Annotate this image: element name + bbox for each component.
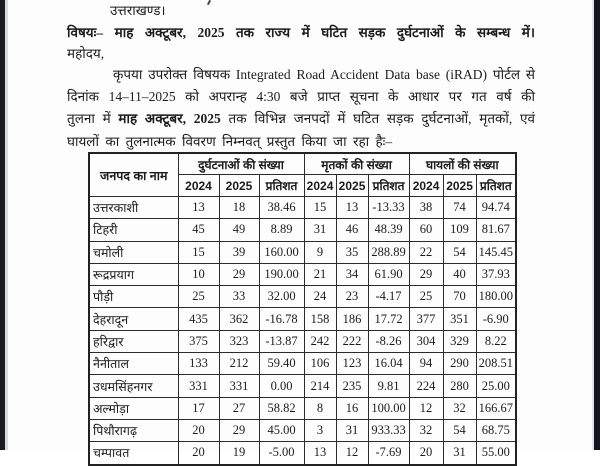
value-cell: 68.75 [476, 419, 516, 441]
value-cell: -8.26 [368, 330, 409, 352]
value-cell: 45.00 [259, 419, 304, 441]
header-accidents-group: दुर्घटनाओं की संख्या [178, 153, 304, 175]
value-cell: 60 [409, 219, 443, 241]
value-cell: 133 [178, 353, 219, 375]
value-cell: 59.40 [259, 353, 304, 375]
value-cell: 45 [178, 219, 219, 241]
value-cell: 27 [219, 397, 259, 419]
header-district-name: जनपद का नाम [89, 153, 178, 197]
table-row [89, 286, 516, 308]
district-name-cell: उधमसिंहनगर [89, 375, 178, 397]
value-cell: 160.00 [259, 241, 304, 263]
district-name-cell: रूद्रप्रयाग [89, 263, 178, 285]
value-cell: 109 [443, 219, 476, 241]
value-cell: 40 [443, 263, 476, 285]
value-cell: 37.93 [476, 263, 516, 285]
value-cell: 9.81 [368, 375, 409, 397]
value-cell: 19 [219, 442, 259, 465]
table-row [89, 241, 516, 263]
value-cell: 17.72 [368, 308, 409, 330]
value-cell: 20 [178, 419, 219, 441]
value-cell: 49 [219, 219, 259, 241]
value-cell: 158 [304, 308, 336, 330]
header-deaths-2024: 2024 [304, 175, 336, 197]
value-cell: 35 [336, 241, 368, 263]
value-cell: 9 [304, 241, 336, 263]
subject-line: विषयः– माह अक्टूबर, 2025 तक राज्य में घटित सड़क दुर्घटनाओं के सम्बन्ध में। [67, 25, 535, 40]
value-cell: 15 [178, 241, 219, 263]
scan-edge-right [594, 0, 600, 450]
value-cell: 166.67 [476, 397, 516, 419]
table-row [89, 353, 516, 375]
header-injured-percent: प्रतिशत [476, 175, 516, 197]
value-cell: 55.00 [476, 442, 516, 465]
value-cell: 329 [443, 330, 476, 352]
value-cell: 94 [409, 353, 443, 375]
value-cell: 435 [178, 308, 219, 330]
value-cell: 8 [304, 397, 336, 419]
district-name-cell: उत्तरकाशी [89, 197, 178, 219]
header-deaths-2025: 2025 [336, 175, 368, 197]
value-cell: 123 [336, 353, 368, 375]
table-row [89, 419, 516, 441]
value-cell: 13 [178, 197, 219, 219]
value-cell: 16 [336, 397, 368, 419]
table-row [89, 397, 516, 419]
value-cell: 323 [219, 330, 259, 352]
value-cell: 12 [409, 397, 443, 419]
value-cell: 25.00 [476, 375, 516, 397]
value-cell: 13 [304, 442, 336, 465]
value-cell: 8.89 [259, 219, 304, 241]
value-cell: 362 [219, 308, 259, 330]
value-cell: 24 [304, 286, 336, 308]
value-cell: 81.67 [476, 219, 516, 241]
value-cell: 74 [443, 197, 476, 219]
value-cell: 34 [336, 263, 368, 285]
value-cell: -16.78 [259, 308, 304, 330]
header-injured-2024: 2024 [409, 175, 443, 197]
body-line-3-post: तक विभिन्न जनपदों में घटित सड़क दुर्घटनाओं, मृतकों, एवं [220, 111, 535, 126]
value-cell: 290 [443, 353, 476, 375]
value-cell: 32.00 [259, 286, 304, 308]
value-cell: 25 [409, 286, 443, 308]
value-cell: 29 [219, 263, 259, 285]
value-cell: 29 [219, 419, 259, 441]
value-cell: 31 [304, 219, 336, 241]
value-cell: 46 [336, 219, 368, 241]
value-cell: 222 [336, 330, 368, 352]
value-cell: 242 [304, 330, 336, 352]
value-cell: 38 [409, 197, 443, 219]
value-cell: 288.89 [368, 241, 409, 263]
value-cell: 22 [409, 241, 443, 263]
header-deaths-group: मृतकों की संख्या [304, 153, 409, 175]
salutation: महोदय, [67, 46, 105, 61]
value-cell: 33 [219, 286, 259, 308]
value-cell: 0.00 [259, 375, 304, 397]
header-accidents-2025: 2025 [219, 175, 259, 197]
value-cell: -13.87 [259, 330, 304, 352]
value-cell: 145.45 [476, 241, 516, 263]
table-row [89, 219, 516, 241]
value-cell: 58.82 [259, 397, 304, 419]
value-cell: 38.46 [259, 197, 304, 219]
table-row [89, 442, 516, 465]
scan-edge-right-shade [592, 0, 594, 450]
body-line-1: कृपया उपरोक्त विषयक Integrated Road Accident Data base (iRAD) पोर्टल से [113, 67, 535, 82]
table-row [89, 375, 516, 397]
table-row [89, 308, 516, 330]
value-cell: 31 [443, 442, 476, 465]
value-cell: 3 [304, 419, 336, 441]
value-cell: 61.90 [368, 263, 409, 285]
scan-edge-left-shade [5, 0, 8, 450]
header-injured-group: घायलों की संख्या [409, 153, 516, 175]
table-row [89, 263, 516, 285]
body-line-3 [67, 110, 535, 127]
value-cell: -5.00 [259, 442, 304, 465]
header-accidents-percent: प्रतिशत [259, 175, 304, 197]
value-cell: 208.51 [476, 353, 516, 375]
value-cell: 31 [336, 419, 368, 441]
value-cell: 235 [336, 375, 368, 397]
district-name-cell: पिथौरागढ़ [89, 419, 178, 441]
district-name-cell: पौड़ी [89, 286, 178, 308]
value-cell: 377 [409, 308, 443, 330]
value-cell: 180.00 [476, 286, 516, 308]
table-row [89, 197, 516, 219]
district-name-cell: हरिद्वार [89, 330, 178, 352]
value-cell: 70 [443, 286, 476, 308]
value-cell: -4.17 [368, 286, 409, 308]
value-cell: 21 [304, 263, 336, 285]
body-line-2: दिनांक 14–11–2025 को अपरान्ह 4:30 बजे प्राप्त सूचना के आधार पर गत वर्ष की [67, 89, 535, 104]
value-cell: 16.04 [368, 353, 409, 375]
value-cell: 29 [409, 263, 443, 285]
district-name-cell: देहरादून [89, 308, 178, 330]
value-cell: -6.90 [476, 308, 516, 330]
region-line: उत्तराखण्ड। [110, 3, 166, 18]
value-cell: 224 [409, 375, 443, 397]
value-cell: 13 [336, 197, 368, 219]
body-line-3-pre: तुलना में [67, 111, 119, 126]
value-cell: 190.00 [259, 263, 304, 285]
header-deaths-percent: प्रतिशत [368, 175, 409, 197]
header-accidents-2024: 2024 [178, 175, 219, 197]
value-cell: 94.74 [476, 197, 516, 219]
value-cell: 39 [219, 241, 259, 263]
value-cell: 20 [178, 442, 219, 465]
value-cell: 212 [219, 353, 259, 375]
district-name-cell: नैनीताल [89, 353, 178, 375]
value-cell: 18 [219, 197, 259, 219]
value-cell: 15 [304, 197, 336, 219]
accident-comparison-table [88, 152, 517, 466]
value-cell: 351 [443, 308, 476, 330]
value-cell: 23 [336, 286, 368, 308]
value-cell: 12 [336, 442, 368, 465]
value-cell: 20 [409, 442, 443, 465]
value-cell: 304 [409, 330, 443, 352]
value-cell: 32 [443, 397, 476, 419]
value-cell: 280 [443, 375, 476, 397]
value-cell: 186 [336, 308, 368, 330]
value-cell: 54 [443, 419, 476, 441]
value-cell: -13.33 [368, 197, 409, 219]
value-cell: 48.39 [368, 219, 409, 241]
district-name-cell: चम्पावत [89, 442, 178, 465]
value-cell: 331 [178, 375, 219, 397]
district-name-cell: चमोली [89, 241, 178, 263]
value-cell: -7.69 [368, 442, 409, 465]
value-cell: 375 [178, 330, 219, 352]
accident-table-wrapper [88, 152, 516, 466]
value-cell: 32 [409, 419, 443, 441]
value-cell: 331 [219, 375, 259, 397]
body-line-3-bold: माह अक्टूबर, 2025 [118, 111, 221, 126]
value-cell: 214 [304, 375, 336, 397]
district-name-cell: अल्मोड़ा [89, 397, 178, 419]
value-cell: 8.22 [476, 330, 516, 352]
value-cell: 17 [178, 397, 219, 419]
table-row [89, 330, 516, 352]
district-name-cell: टिहरी [89, 219, 178, 241]
header-injured-2025: 2025 [443, 175, 476, 197]
value-cell: 10 [178, 263, 219, 285]
value-cell: 106 [304, 353, 336, 375]
value-cell: 54 [443, 241, 476, 263]
scan-stray-mark [207, 0, 211, 5]
value-cell: 100.00 [368, 397, 409, 419]
value-cell: 25 [178, 286, 219, 308]
value-cell: 933.33 [368, 419, 409, 441]
body-line-4: घायलों का तुलनात्मक विवरण निम्नवत् प्रस्तुत किया जा रहा हैः– [67, 134, 393, 149]
